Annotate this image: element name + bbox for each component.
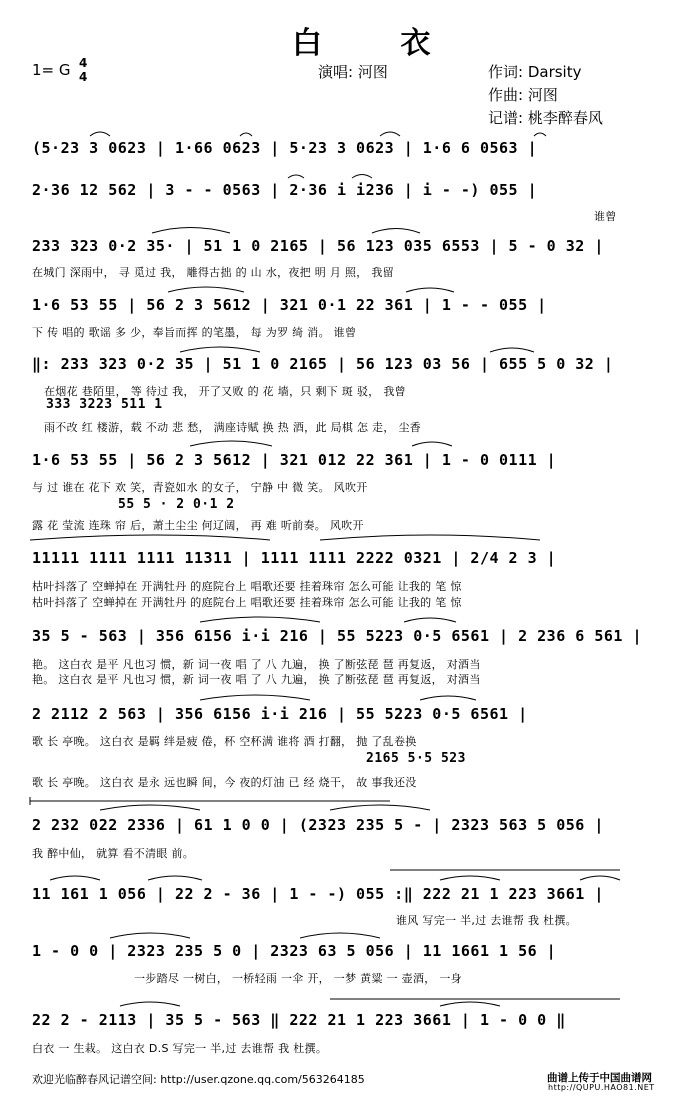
lyric-line: 一步踏尽 一树白， 一桥轻雨 一伞 开， 一梦 黄粱 一 壶酒， 一身 [134,972,462,985]
footer-note: 欢迎光临醉春风记谱空间: http://user.qzone.qq.com/563264185 [32,1073,365,1086]
lyric-line: 我 醉中仙， 就算 看不清眼 前。 [32,847,195,860]
lyric-line: 艳。 这白衣 是平 凡也习 惯，新 词一夜 唱 了 八 九遍， 换 了断弦琵 琶 再复返， 对酒当 [32,673,481,686]
notation-line: 35 5 - 563 | 356 6156 i·i 216 | 55 5223 0·5 6561 | 2 236 6 561 | [32,627,642,645]
notation-line: 11 161 1 056 | 22 2 - 36 | 1 - -) 055 :‖ 222 21 1 223 3661 | [32,885,604,903]
key-signature: 1= G [32,61,71,79]
notation-line: 11111 1111 1111 11311 | 1111 1111 2222 0321 | 2/4 2 3 | [32,549,557,567]
song-title: 白 衣 [292,26,465,61]
notation-line: 2 2112 2 563 | 356 6156 i·i 216 | 55 5223 0·5 6561 | [32,705,528,723]
notation-line: 22 2 - 2113 | 35 5 - 563 ‖ 222 21 1 223 3661 | 1 - 0 0 ‖ [32,1011,566,1029]
notation-line: 233 323 0·2 35· | 51 1 0 2165 | 56 123 035 6553 | 5 - 0 32 | [32,237,604,255]
lyric-line: 在城门 深雨中， 寻 觅过 我， 雕得古拙 的 山 水，夜把 明 月 照， 我留 [32,266,394,279]
upper-notation: 333 3223 511 1 [46,397,163,412]
singer: 演唱: 河图 [318,63,388,81]
notation-line: 1·6 53 55 | 56 2 3 5612 | 321 012 22 361 | 1 - 0 0111 | [32,451,557,469]
lyric-line: 歌 长 亭晚。 这白衣 是羁 绊是疲 倦，杯 空杯满 谁将 酒 打翻， 抛 了乱卷换 [32,735,417,748]
lyric-line: 露 花 莹流 连珠 帘 后，萧土尘尘 何辽阔， 再 难 听前奏。 风吹开 [32,519,364,532]
notation-line: 1·6 53 55 | 56 2 3 5612 | 321 0·1 22 361 | 1 - - 055 | [32,296,547,314]
lyric-line: 谁曾 [594,210,617,223]
stamp-line-2: http://QUPU.HAO81.NET [548,1083,655,1092]
upper-notation: 55 5 · 2 0·1 2 [118,497,235,512]
upper-notation: 2165 5·5 523 [366,751,466,766]
notation-line: 2 232 022 2336 | 61 1 0 0 | (2323 235 5 - | 2323 563 5 056 | [32,816,604,834]
lyric-line: 下 传 唱的 歌谣 多 少，奉旨而挥 的笔墨， 每 为罗 绮 消。 谁曾 [32,326,357,339]
notation-line: ‖: 233 323 0·2 35 | 51 1 0 2165 | 56 123 03 56 | 655 5 0 32 | [32,355,614,373]
lyricist: 作词: Darsity [488,63,582,81]
lyric-line: 与 过 谁在 花下 欢 笑，青瓷如水 的女子， 宁静 中 微 笑。 风吹开 [32,481,368,494]
watermark-stamp [542,1068,680,1096]
transcriber: 记谱: 桃李醉春风 [488,109,603,127]
lyric-line: 白衣 一 生栽。 这白衣 D.S 写完一 半,过 去谁帮 我 杜撰。 [32,1042,328,1055]
composer: 作曲: 河图 [488,86,558,104]
lyric-line: 谁风 写完一 半,过 去谁帮 我 杜撰。 [396,914,577,927]
lyric-line: 枯叶抖落了 空蝉掉在 开满牡丹 的庭院台上 唱歌还要 挂着珠帘 怎么可能 让我的 笔 惊 [32,596,462,609]
notation-line: 1 - 0 0 | 2323 235 5 0 | 2323 63 5 056 | 11 1661 1 56 | [32,942,557,960]
notation-line: 2·36 12 562 | 3 - - 0563 | 2·36 i i236 | i - -) 055 | [32,181,538,199]
stamp-line-1: 曲谱上传于中国曲谱网 [547,1072,652,1084]
lyric-line: 艳。 这白衣 是平 凡也习 惯，新 词一夜 唱 了 八 九遍， 换 了断弦琵 琶 再复返， 对酒当 [32,658,481,671]
lyric-line: 歌 长 亭晚。 这白衣 是永 远也瞬 间，今 夜的灯油 已 经 烧干， 故 事我还没 [32,776,417,789]
lyric-line: 雨不改 红 楼游，载 不动 悲 愁， 满座诗赋 换 热 酒，此 局棋 怎 走， 尘香 [44,421,422,434]
time-signature-bottom: 4 [79,70,88,84]
notation-line: (5·23 3 0623 | 1·66 0623 | 5·23 3 0623 | 1·6 6 0563 | [32,139,538,157]
lyric-line: 在烟花 巷陌里， 等 待过 我， 开了又败 的 花 墙，只 剩下 斑 驳， 我曾 [44,385,406,398]
time-signature-top: 4 [79,56,88,70]
lyric-line: 枯叶抖落了 空蝉掉在 开满牡丹 的庭院台上 唱歌还要 挂着珠帘 怎么可能 让我的 笔 惊 [32,580,462,593]
